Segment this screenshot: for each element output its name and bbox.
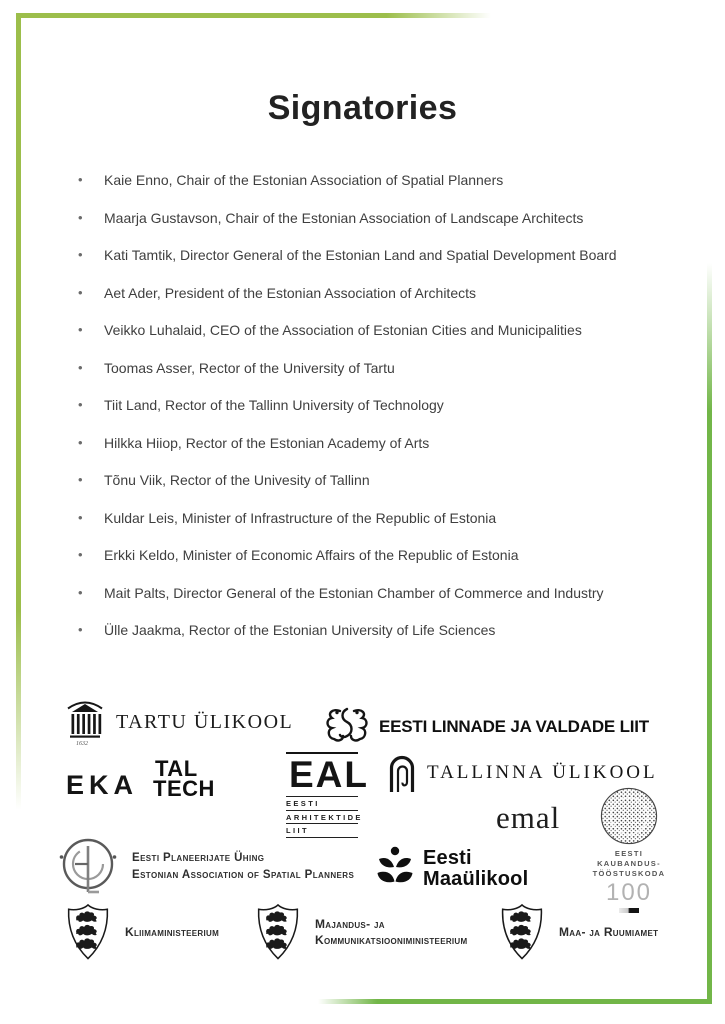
bullet-icon: •: [78, 359, 83, 375]
bullet-icon: •: [78, 547, 83, 562]
logo-taltech: [153, 756, 215, 801]
list-item: [78, 585, 658, 602]
maaulikool-label-line2: Maaülikool: [423, 868, 529, 890]
logo-eesti-maaulikool: [376, 846, 528, 892]
signatory-text: Erkki Keldo, Minister of Economic Affairs of the Republic of Estonia: [104, 547, 519, 563]
taltech-label-line1: TAL: [155, 756, 198, 781]
koda-captions: [592, 849, 666, 879]
ministry-majandus-ja-kommunikatsiooniministeerium: [254, 903, 467, 961]
signatory-text: Tiit Land, Rector of the Tallinn University of Technology: [104, 397, 444, 413]
ministry-label-line1: Majandus- ja: [315, 916, 385, 931]
list-item: [78, 247, 658, 264]
koda-anniversary-100: 100: [605, 879, 653, 906]
epu-labels: [132, 850, 354, 884]
ministry-label-line2: Kommunikatsiooniministeerium: [315, 933, 468, 947]
signatory-text: Hilkka Hiiop, Rector of the Estonian Academy of Arts: [104, 434, 430, 451]
emal-label: emal: [496, 800, 561, 835]
logo-emal: [496, 800, 560, 836]
logo-eesti-arhitektide-liit: [286, 752, 369, 838]
frame-top-line: [16, 13, 491, 18]
logo-eesti-linnade-ja-valdade-liit: [324, 706, 655, 746]
koda-caption-line: TÖÖSTUSKODA: [592, 869, 666, 878]
eal-acronym: EAL: [289, 754, 369, 795]
eal-caption-line: ARHITEKTIDE: [286, 811, 358, 825]
bullet-icon: •: [78, 284, 83, 300]
maaulikool-labels: [423, 848, 528, 891]
epu-monogram-icon: [58, 836, 118, 898]
epu-label-line1: Eesti Planeerijate Ühing: [132, 852, 265, 864]
tartu-ulikool-label: TARTU ÜLIKOOL: [116, 710, 294, 733]
bullet-icon: •: [78, 172, 83, 187]
list-item: [78, 210, 658, 227]
estonian-coat-of-arms-icon: [64, 903, 112, 961]
koda-caption-line: EESTI: [614, 849, 644, 858]
logo-eka: [66, 770, 138, 801]
frame-bottom-line: [318, 999, 712, 1004]
eal-caption-line: EESTI: [286, 797, 358, 811]
ministry-label: Kliimaministeerium: [125, 924, 220, 939]
tallinna-ulikool-label: TALLINNA ÜLIKOOL: [427, 762, 658, 783]
signatory-text: Aet Ader, President of the Estonian Association of Architects: [104, 284, 476, 301]
frame-right-line: [707, 263, 712, 1004]
list-item: [78, 510, 658, 527]
page-title: Signatories: [267, 88, 458, 127]
logo-kaubandus-toostuskoda: [592, 787, 666, 913]
signatory-text: Toomas Asser, Rector of the University of Tartu: [104, 359, 395, 376]
logo-eesti-planeerijate-uhing: [58, 836, 354, 898]
ministry-maa-ja-ruumiamet: [498, 903, 658, 961]
list-item: [78, 322, 658, 339]
signatory-text: Kuldar Leis, Minister of Infrastructure of the Republic of Estonia: [104, 509, 497, 526]
bullet-icon: •: [78, 509, 83, 525]
bullet-icon: •: [78, 397, 83, 412]
eal-caption-line: LIIT: [286, 824, 358, 838]
signatory-text: Veikko Luhalaid, CEO of the Association of Estonian Cities and Municipalities: [104, 322, 582, 338]
engraved-seal-icon: [600, 787, 658, 845]
list-item: [78, 435, 658, 452]
bullet-icon: •: [78, 472, 83, 487]
list-item: [78, 397, 658, 414]
list-item: [78, 360, 658, 377]
list-item: [78, 472, 658, 489]
maaulikool-label-line1: Eesti: [423, 846, 472, 869]
leaf-sprout-icon: [376, 846, 414, 892]
list-item: [78, 172, 658, 189]
arch-icon: [388, 754, 416, 792]
signatory-text: Kati Tamtik, Director General of the Estonian Land and Spatial Development Board: [104, 247, 617, 263]
signatory-text: Mait Palts, Director General of the Estonian Chamber of Commerce and Industry: [104, 584, 604, 601]
list-item: [78, 547, 658, 564]
eal-captions: [286, 796, 363, 838]
estonian-coat-of-arms-icon: [254, 903, 302, 961]
ministry-kliimaministeerium: [64, 903, 219, 961]
signatories-list: [78, 172, 658, 660]
bullet-icon: •: [78, 584, 83, 600]
frame-left-line: [16, 13, 21, 810]
list-item: [78, 285, 658, 302]
classical-building-icon: [66, 698, 104, 746]
signatory-text: Maarja Gustavson, Chair of the Estonian Association of Landscape Architects: [104, 209, 584, 226]
bullet-icon: •: [78, 622, 83, 637]
logo-tartu-ulikool: [66, 698, 293, 746]
list-item: [78, 622, 658, 639]
signatory-text: Kaie Enno, Chair of the Estonian Association of Spatial Planners: [104, 172, 504, 188]
bullet-icon: •: [78, 247, 83, 262]
ministry-label: Maa- ja Ruumiamet: [559, 924, 659, 939]
elvl-label: EESTI LINNADE JA VALDADE LIIT: [379, 716, 649, 736]
bullet-icon: •: [78, 322, 83, 337]
epu-label-line2: Estonian Association of Spatial Planners: [132, 869, 355, 881]
bullet-icon: •: [78, 434, 83, 450]
bullet-icon: •: [78, 209, 83, 225]
eka-label: EKA: [66, 770, 139, 800]
tartu-founded-year: 1632: [76, 741, 88, 746]
taltech-label-line2: TECH: [153, 776, 215, 801]
signatory-text: Tõnu Viik, Rector of the Univesity of Tallinn: [104, 472, 370, 488]
ornamental-monogram-icon: [324, 706, 370, 746]
ministry-labels: [315, 916, 467, 949]
signatory-text: Ülle Jaakma, Rector of the Estonian University of Life Sciences: [104, 622, 496, 638]
estonian-coat-of-arms-icon: [498, 903, 546, 961]
koda-caption-line: KAUBANDUS-: [597, 859, 661, 868]
